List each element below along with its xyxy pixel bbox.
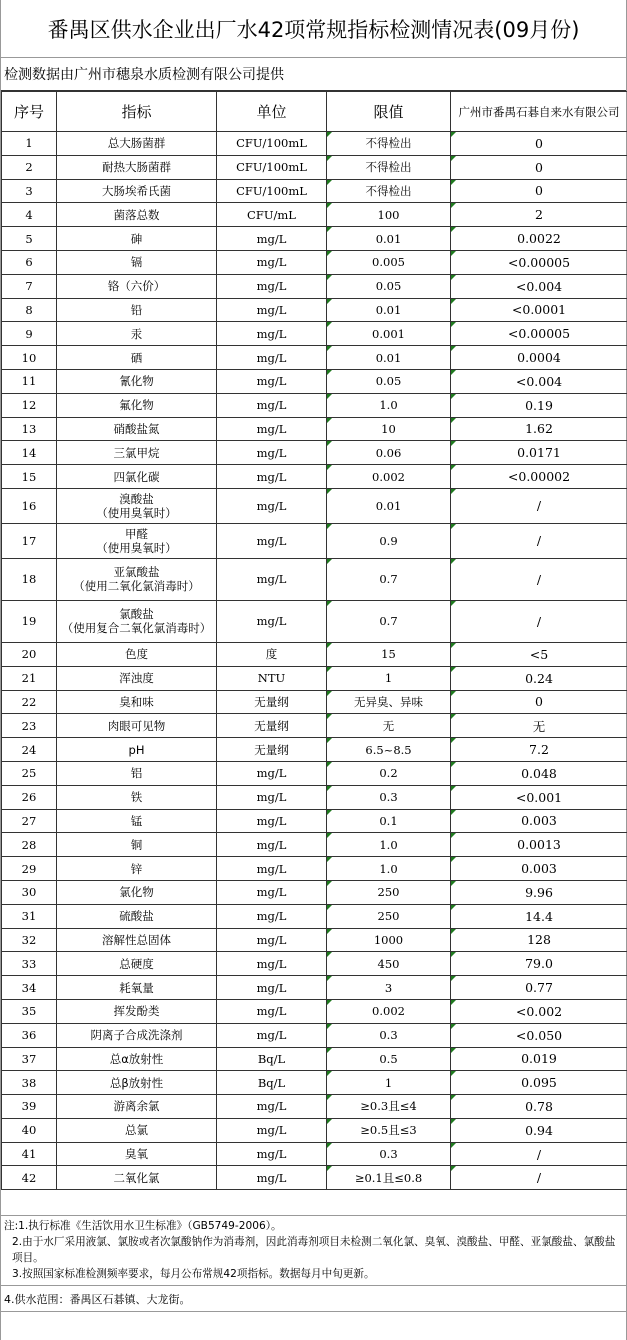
row-unit: mg/L — [217, 322, 327, 346]
table-row — [2, 1023, 627, 1047]
row-result: 0 — [451, 179, 627, 203]
header-limit: 限值 — [327, 92, 451, 132]
table-row — [2, 809, 627, 833]
row-limit: ≥0.1且≤0.8 — [327, 1166, 451, 1190]
table-row — [2, 928, 627, 952]
row-result: 0.0013 — [451, 833, 627, 857]
row-result: 0.048 — [451, 761, 627, 785]
row-indicator: 臭氧 — [57, 1142, 217, 1166]
row-unit: 无量纲 — [217, 714, 327, 738]
row-indicator: 锌 — [57, 857, 217, 881]
row-indicator: 铜 — [57, 833, 217, 857]
row-indicator: 铅 — [57, 298, 217, 322]
row-no: 21 — [2, 666, 57, 690]
row-no: 26 — [2, 785, 57, 809]
row-indicator: 总大肠菌群 — [57, 132, 217, 156]
row-indicator: 浑浊度 — [57, 666, 217, 690]
row-unit: mg/L — [217, 441, 327, 465]
row-no: 25 — [2, 761, 57, 785]
row-limit: ≥0.3且≤4 — [327, 1095, 451, 1119]
table-row — [2, 558, 627, 600]
row-result: <0.0001 — [451, 298, 627, 322]
row-result: / — [451, 488, 627, 523]
row-indicator: 总β放射性 — [57, 1071, 217, 1095]
row-limit: 不得检出 — [327, 132, 451, 156]
row-limit: 0.5 — [327, 1047, 451, 1071]
row-result: 0 — [451, 690, 627, 714]
row-unit: 无量纲 — [217, 738, 327, 762]
row-indicator: 砷 — [57, 227, 217, 251]
table-row — [2, 785, 627, 809]
row-unit: CFU/100mL — [217, 132, 327, 156]
row-indicator: 铁 — [57, 785, 217, 809]
row-limit: 10 — [327, 417, 451, 441]
table-row — [2, 369, 627, 393]
row-result: / — [451, 1142, 627, 1166]
table-row — [2, 833, 627, 857]
row-limit: 0.002 — [327, 999, 451, 1023]
table-body — [2, 132, 627, 1190]
row-result: / — [451, 1166, 627, 1190]
row-limit: 0.06 — [327, 441, 451, 465]
row-indicator: 耐热大肠菌群 — [57, 155, 217, 179]
row-limit: 6.5~8.5 — [327, 738, 451, 762]
table-row — [2, 642, 627, 666]
table-row — [2, 952, 627, 976]
row-result: 1.62 — [451, 417, 627, 441]
table-row — [2, 346, 627, 370]
row-limit: 0.7 — [327, 600, 451, 642]
row-unit: mg/L — [217, 393, 327, 417]
row-no: 41 — [2, 1142, 57, 1166]
row-limit: 1.0 — [327, 857, 451, 881]
row-unit: mg/L — [217, 952, 327, 976]
row-indicator: 总硬度 — [57, 952, 217, 976]
row-result: 无 — [451, 714, 627, 738]
row-no: 36 — [2, 1023, 57, 1047]
row-unit: mg/L — [217, 785, 327, 809]
row-no: 2 — [2, 155, 57, 179]
row-result: <5 — [451, 642, 627, 666]
row-result: 79.0 — [451, 952, 627, 976]
note-1: 注:1.执行标准《生活饮用水卫生标准》（GB5749-2006）。 — [4, 1220, 282, 1233]
row-limit: 0.01 — [327, 227, 451, 251]
row-no: 14 — [2, 441, 57, 465]
table-row — [2, 600, 627, 642]
row-limit: 1 — [327, 1071, 451, 1095]
row-unit: CFU/100mL — [217, 179, 327, 203]
row-result: <0.004 — [451, 369, 627, 393]
row-unit: mg/L — [217, 809, 327, 833]
spacer — [1, 1190, 626, 1216]
row-unit: mg/L — [217, 999, 327, 1023]
table-row — [2, 1071, 627, 1095]
row-no: 28 — [2, 833, 57, 857]
row-unit: mg/L — [217, 1142, 327, 1166]
row-unit: mg/L — [217, 523, 327, 558]
row-unit: mg/L — [217, 928, 327, 952]
row-limit: 15 — [327, 642, 451, 666]
row-no: 32 — [2, 928, 57, 952]
notes-section — [1, 1216, 626, 1286]
table-row — [2, 904, 627, 928]
header-indicator: 指标 — [57, 92, 217, 132]
row-indicator: 锰 — [57, 809, 217, 833]
row-limit: 0.01 — [327, 346, 451, 370]
row-no: 38 — [2, 1071, 57, 1095]
row-result: 2 — [451, 203, 627, 227]
table-row — [2, 1047, 627, 1071]
row-no: 24 — [2, 738, 57, 762]
row-indicator: 总氯 — [57, 1118, 217, 1142]
row-result: 0.94 — [451, 1118, 627, 1142]
row-result: 9.96 — [451, 880, 627, 904]
row-no: 20 — [2, 642, 57, 666]
row-limit: 0.01 — [327, 298, 451, 322]
table-row — [2, 857, 627, 881]
row-unit: mg/L — [217, 1095, 327, 1119]
table-row — [2, 1142, 627, 1166]
row-no: 3 — [2, 179, 57, 203]
row-indicator: pH — [57, 738, 217, 762]
table-row — [2, 690, 627, 714]
row-result: 0.0004 — [451, 346, 627, 370]
row-indicator: 肉眼可见物 — [57, 714, 217, 738]
row-no: 22 — [2, 690, 57, 714]
row-result: <0.00005 — [451, 250, 627, 274]
table-row — [2, 1166, 627, 1190]
row-no: 18 — [2, 558, 57, 600]
row-no: 12 — [2, 393, 57, 417]
row-unit: mg/L — [217, 600, 327, 642]
row-unit: mg/L — [217, 904, 327, 928]
row-limit: 1.0 — [327, 393, 451, 417]
row-no: 10 — [2, 346, 57, 370]
row-limit: 0.3 — [327, 785, 451, 809]
row-unit: mg/L — [217, 1118, 327, 1142]
row-limit: 1 — [327, 666, 451, 690]
table-row — [2, 179, 627, 203]
row-limit: 不得检出 — [327, 155, 451, 179]
row-unit: mg/L — [217, 417, 327, 441]
row-unit: Bq/L — [217, 1071, 327, 1095]
row-limit: 250 — [327, 880, 451, 904]
row-limit: 0.3 — [327, 1023, 451, 1047]
row-result: 0.77 — [451, 976, 627, 1000]
row-limit: 450 — [327, 952, 451, 976]
row-indicator: 臭和味 — [57, 690, 217, 714]
row-unit: mg/L — [217, 346, 327, 370]
row-indicator: 溴酸盐 （使用臭氧时） — [57, 488, 217, 523]
row-indicator: 总α放射性 — [57, 1047, 217, 1071]
row-indicator: 大肠埃希氏菌 — [57, 179, 217, 203]
table-row — [2, 761, 627, 785]
table-row — [2, 1118, 627, 1142]
row-no: 16 — [2, 488, 57, 523]
row-indicator: 氯化物 — [57, 880, 217, 904]
row-indicator: 镉 — [57, 250, 217, 274]
row-no: 4 — [2, 203, 57, 227]
row-no: 5 — [2, 227, 57, 251]
row-indicator: 四氯化碳 — [57, 465, 217, 489]
row-unit: 无量纲 — [217, 690, 327, 714]
row-unit: CFU/mL — [217, 203, 327, 227]
row-indicator: 色度 — [57, 642, 217, 666]
row-unit: mg/L — [217, 369, 327, 393]
header-unit: 单位 — [217, 92, 327, 132]
row-no: 1 — [2, 132, 57, 156]
row-no: 9 — [2, 322, 57, 346]
table-row — [2, 666, 627, 690]
table-row — [2, 714, 627, 738]
table-row — [2, 298, 627, 322]
row-unit: mg/L — [217, 857, 327, 881]
row-result: <0.050 — [451, 1023, 627, 1047]
table-row — [2, 441, 627, 465]
row-result: 0.19 — [451, 393, 627, 417]
row-no: 15 — [2, 465, 57, 489]
row-unit: mg/L — [217, 250, 327, 274]
table-row — [2, 488, 627, 523]
header-no: 序号 — [2, 92, 57, 132]
row-indicator: 硝酸盐氮 — [57, 417, 217, 441]
row-no: 35 — [2, 999, 57, 1023]
row-no: 37 — [2, 1047, 57, 1071]
row-no: 23 — [2, 714, 57, 738]
row-unit: 度 — [217, 642, 327, 666]
row-indicator: 铬（六价） — [57, 274, 217, 298]
row-result: / — [451, 523, 627, 558]
row-unit: mg/L — [217, 761, 327, 785]
row-limit: 无 — [327, 714, 451, 738]
row-result: 14.4 — [451, 904, 627, 928]
row-limit: 无异臭、异味 — [327, 690, 451, 714]
row-indicator: 三氯甲烷 — [57, 441, 217, 465]
row-unit: NTU — [217, 666, 327, 690]
row-result: / — [451, 558, 627, 600]
row-result: <0.004 — [451, 274, 627, 298]
table-row — [2, 132, 627, 156]
note-2: 2.由于水厂采用液氯、氯胺或者次氯酸钠作为消毒剂，因此消毒剂项目未检测二氧化氯、臭氧、溴酸盐、甲醛、亚氯酸盐、氯酸盐项目。 — [12, 1236, 616, 1265]
table-row — [2, 523, 627, 558]
row-result: <0.001 — [451, 785, 627, 809]
row-limit: 0.3 — [327, 1142, 451, 1166]
row-no: 27 — [2, 809, 57, 833]
row-limit: 1000 — [327, 928, 451, 952]
row-no: 13 — [2, 417, 57, 441]
row-limit: 不得检出 — [327, 179, 451, 203]
row-indicator: 氯酸盐 （使用复合二氧化氯消毒时） — [57, 600, 217, 642]
row-limit: ≥0.5且≤3 — [327, 1118, 451, 1142]
row-indicator: 阴离子合成洗涤剂 — [57, 1023, 217, 1047]
supply-area-note: 4.供水范围：番禺区石碁镇、大龙街。 — [1, 1286, 626, 1312]
row-limit: 100 — [327, 203, 451, 227]
table-row — [2, 976, 627, 1000]
row-result: <0.00005 — [451, 322, 627, 346]
row-result: 7.2 — [451, 738, 627, 762]
header-company: 广州市番禺石碁自来水有限公司 — [451, 92, 627, 132]
row-result: 0 — [451, 155, 627, 179]
row-no: 29 — [2, 857, 57, 881]
row-no: 39 — [2, 1095, 57, 1119]
row-no: 33 — [2, 952, 57, 976]
row-result: <0.002 — [451, 999, 627, 1023]
row-indicator: 菌落总数 — [57, 203, 217, 227]
row-no: 7 — [2, 274, 57, 298]
page-title: 番禺区供水企业出厂水42项常规指标检测情况表(09月份) — [1, 0, 626, 58]
row-no: 31 — [2, 904, 57, 928]
row-unit: mg/L — [217, 298, 327, 322]
row-limit: 0.002 — [327, 465, 451, 489]
table-row — [2, 274, 627, 298]
row-limit: 3 — [327, 976, 451, 1000]
row-unit: mg/L — [217, 558, 327, 600]
row-limit: 0.05 — [327, 369, 451, 393]
row-indicator: 硒 — [57, 346, 217, 370]
row-no: 19 — [2, 600, 57, 642]
row-limit: 0.001 — [327, 322, 451, 346]
row-indicator: 亚氯酸盐 （使用二氧化氯消毒时） — [57, 558, 217, 600]
row-unit: mg/L — [217, 1166, 327, 1190]
row-unit: mg/L — [217, 880, 327, 904]
row-result: 0.0022 — [451, 227, 627, 251]
row-limit: 0.2 — [327, 761, 451, 785]
row-indicator: 氰化物 — [57, 369, 217, 393]
table-row — [2, 155, 627, 179]
row-unit: Bq/L — [217, 1047, 327, 1071]
row-result: 0.019 — [451, 1047, 627, 1071]
row-result: <0.00002 — [451, 465, 627, 489]
row-unit: mg/L — [217, 976, 327, 1000]
row-indicator: 铝 — [57, 761, 217, 785]
row-no: 6 — [2, 250, 57, 274]
row-no: 30 — [2, 880, 57, 904]
row-unit: mg/L — [217, 465, 327, 489]
row-unit: mg/L — [217, 227, 327, 251]
row-unit: mg/L — [217, 488, 327, 523]
row-result: / — [451, 600, 627, 642]
row-result: 0.003 — [451, 857, 627, 881]
row-result: 0.0171 — [451, 441, 627, 465]
data-provider-line: 检测数据由广州市穗泉水质检测有限公司提供 — [1, 58, 626, 91]
row-result: 0.003 — [451, 809, 627, 833]
table-row — [2, 393, 627, 417]
row-unit: mg/L — [217, 1023, 327, 1047]
row-no: 17 — [2, 523, 57, 558]
table-header-row — [2, 92, 627, 132]
row-limit: 0.7 — [327, 558, 451, 600]
row-no: 40 — [2, 1118, 57, 1142]
row-limit: 250 — [327, 904, 451, 928]
row-indicator: 甲醛 （使用臭氧时） — [57, 523, 217, 558]
table-row — [2, 1095, 627, 1119]
row-unit: CFU/100mL — [217, 155, 327, 179]
row-indicator: 氟化物 — [57, 393, 217, 417]
table-row — [2, 999, 627, 1023]
row-unit: mg/L — [217, 833, 327, 857]
row-indicator: 游离余氯 — [57, 1095, 217, 1119]
indicator-table — [1, 91, 627, 1190]
table-row — [2, 417, 627, 441]
row-unit: mg/L — [217, 274, 327, 298]
table-row — [2, 880, 627, 904]
row-limit: 1.0 — [327, 833, 451, 857]
row-limit: 0.1 — [327, 809, 451, 833]
table-row — [2, 203, 627, 227]
row-limit: 0.05 — [327, 274, 451, 298]
table-row — [2, 465, 627, 489]
row-no: 42 — [2, 1166, 57, 1190]
row-result: 0.095 — [451, 1071, 627, 1095]
row-limit: 0.005 — [327, 250, 451, 274]
row-indicator: 溶解性总固体 — [57, 928, 217, 952]
row-indicator: 耗氧量 — [57, 976, 217, 1000]
row-indicator: 二氧化氯 — [57, 1166, 217, 1190]
note-3: 3.按照国家标准检测频率要求，每月公布常规42项指标。数据每月中旬更新。 — [12, 1268, 375, 1281]
row-result: 0.78 — [451, 1095, 627, 1119]
table-row — [2, 322, 627, 346]
row-indicator: 硫酸盐 — [57, 904, 217, 928]
row-result: 0.24 — [451, 666, 627, 690]
table-row — [2, 738, 627, 762]
row-result: 0 — [451, 132, 627, 156]
row-no: 8 — [2, 298, 57, 322]
row-no: 34 — [2, 976, 57, 1000]
row-indicator: 挥发酚类 — [57, 999, 217, 1023]
row-indicator: 汞 — [57, 322, 217, 346]
table-row — [2, 227, 627, 251]
row-limit: 0.9 — [327, 523, 451, 558]
row-no: 11 — [2, 369, 57, 393]
row-limit: 0.01 — [327, 488, 451, 523]
table-row — [2, 250, 627, 274]
row-result: 128 — [451, 928, 627, 952]
